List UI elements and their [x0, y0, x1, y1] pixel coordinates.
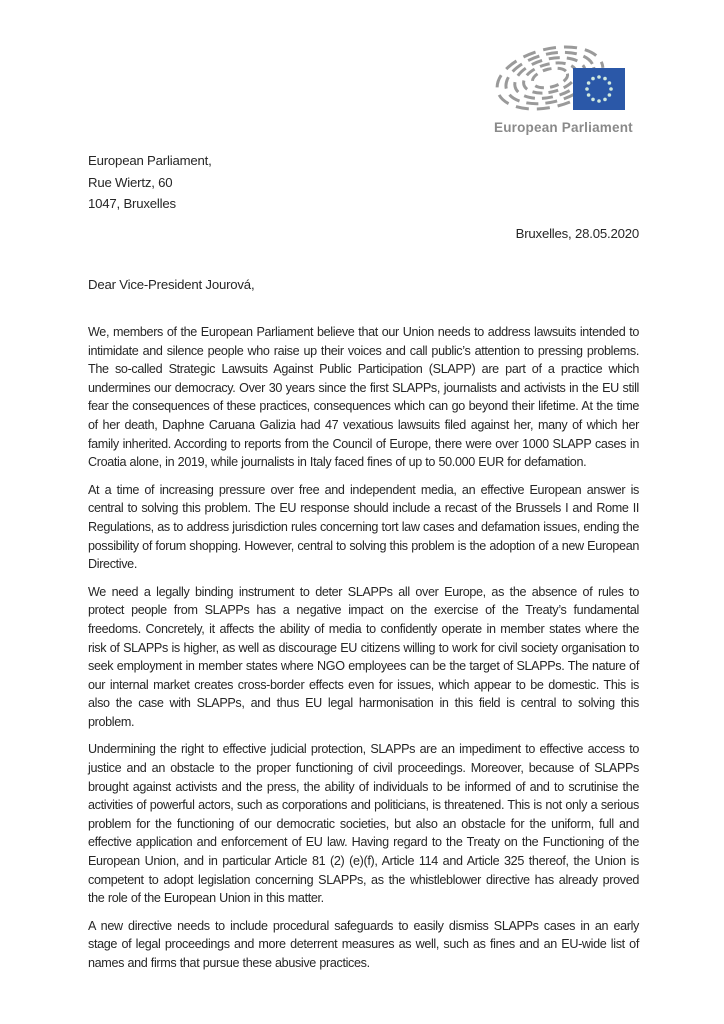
salutation: Dear Vice-President Jourová,	[88, 277, 255, 292]
hemicycle-eu-flag-icon	[492, 38, 644, 114]
paragraph: Undermining the right to effective judicial protection, SLAPPs are an impediment to effective access to justice and an obstacle to the proper functioning of civil proceedings. Moreover, because of SLAPPs brought against activists and the press, the ability of individuals to be informed of and to scrutinise the activities of powerful actors, such as corporations and politicians, is threatened. This is not only a serious problem for the functioning of our democratic societies, but also an obstacle for the uniform, full and effective application and enforcement of EU law. Having regard to the Treaty on the Functioning of the European Union, and in particular Article 81 (2) (e)(f), Article 114 and Article 325 thereof, the Union is competent to adopt legislation concerning SLAPPs, as the whistleblower directive has already proved the role of the European Union in this matter.	[88, 742, 639, 906]
logo-caption: European Parliament	[494, 120, 633, 135]
paragraph: At a time of increasing pressure over free and independent media, an effective European answer is central to solving this problem. The EU response should include a recast of the Brussels I and Rome II Regulations, as to address jurisdiction rules concerning tort law cases and defamation issues, ending the possibility of forum shopping. However, central to solving this problem is the adoption of a new European Directive.	[88, 482, 639, 572]
address-line: 1047, Bruxelles	[88, 196, 176, 211]
letter-body	[88, 323, 639, 982]
european-parliament-logo	[492, 38, 644, 135]
address-line: European Parliament,	[88, 153, 212, 168]
paragraph: We, members of the European Parliament believe that our Union needs to address lawsuits intended to intimidate and silence people who raise up their voices and call public’s attention to pressing problems. The so-called Strategic Lawsuits Against Public Participation (SLAPP) are part of a practice which undermines our democracy. Over 30 years since the first SLAPPs, journalists and activists in the EU still fear the consequences of these practices, consequences which can go beyond their lifetime. At the time of her death, Daphne Caruana Galizia had 47 vexatious lawsuits filed against her, many of which her family inherited. According to reports from the Council of Europe, there were over 1000 SLAPP cases in Croatia alone, in 2019, while journalists in Italy faced fines of up to 50.000 EUR for defamation.	[88, 325, 639, 470]
date-line: Bruxelles, 28.05.2020	[515, 226, 639, 241]
address-line: Rue Wiertz, 60	[88, 174, 173, 190]
paragraph: We need a legally binding instrument to deter SLAPPs all over Europe, as the absence of rules to protect people from SLAPPs has a negative impact on the exercise of the Treaty’s fundamental freedoms. Concretely, it affects the ability of media to confidently operate in member states where the risk of SLAPPs is higher, as well as discourage EU citizens willing to work for civil society organisation to seek employment in member states where NGO employees can be the target of SLAPPs. The nature of our internal market creates cross-border effects even for issues, which appear to be domestic. This is also the case with SLAPPs, and thus EU legal harmonisation in this field is central to solving this problem.	[88, 584, 639, 729]
paragraph: A new directive needs to include procedural safeguards to easily dismiss SLAPPs cases in an early stage of legal proceedings and more deterrent measures as well, such as fines and an EU-wide list of names and firms that pursue these abusive practices.	[88, 918, 639, 970]
eu-flag-icon	[573, 68, 625, 110]
sender-address	[88, 150, 212, 215]
